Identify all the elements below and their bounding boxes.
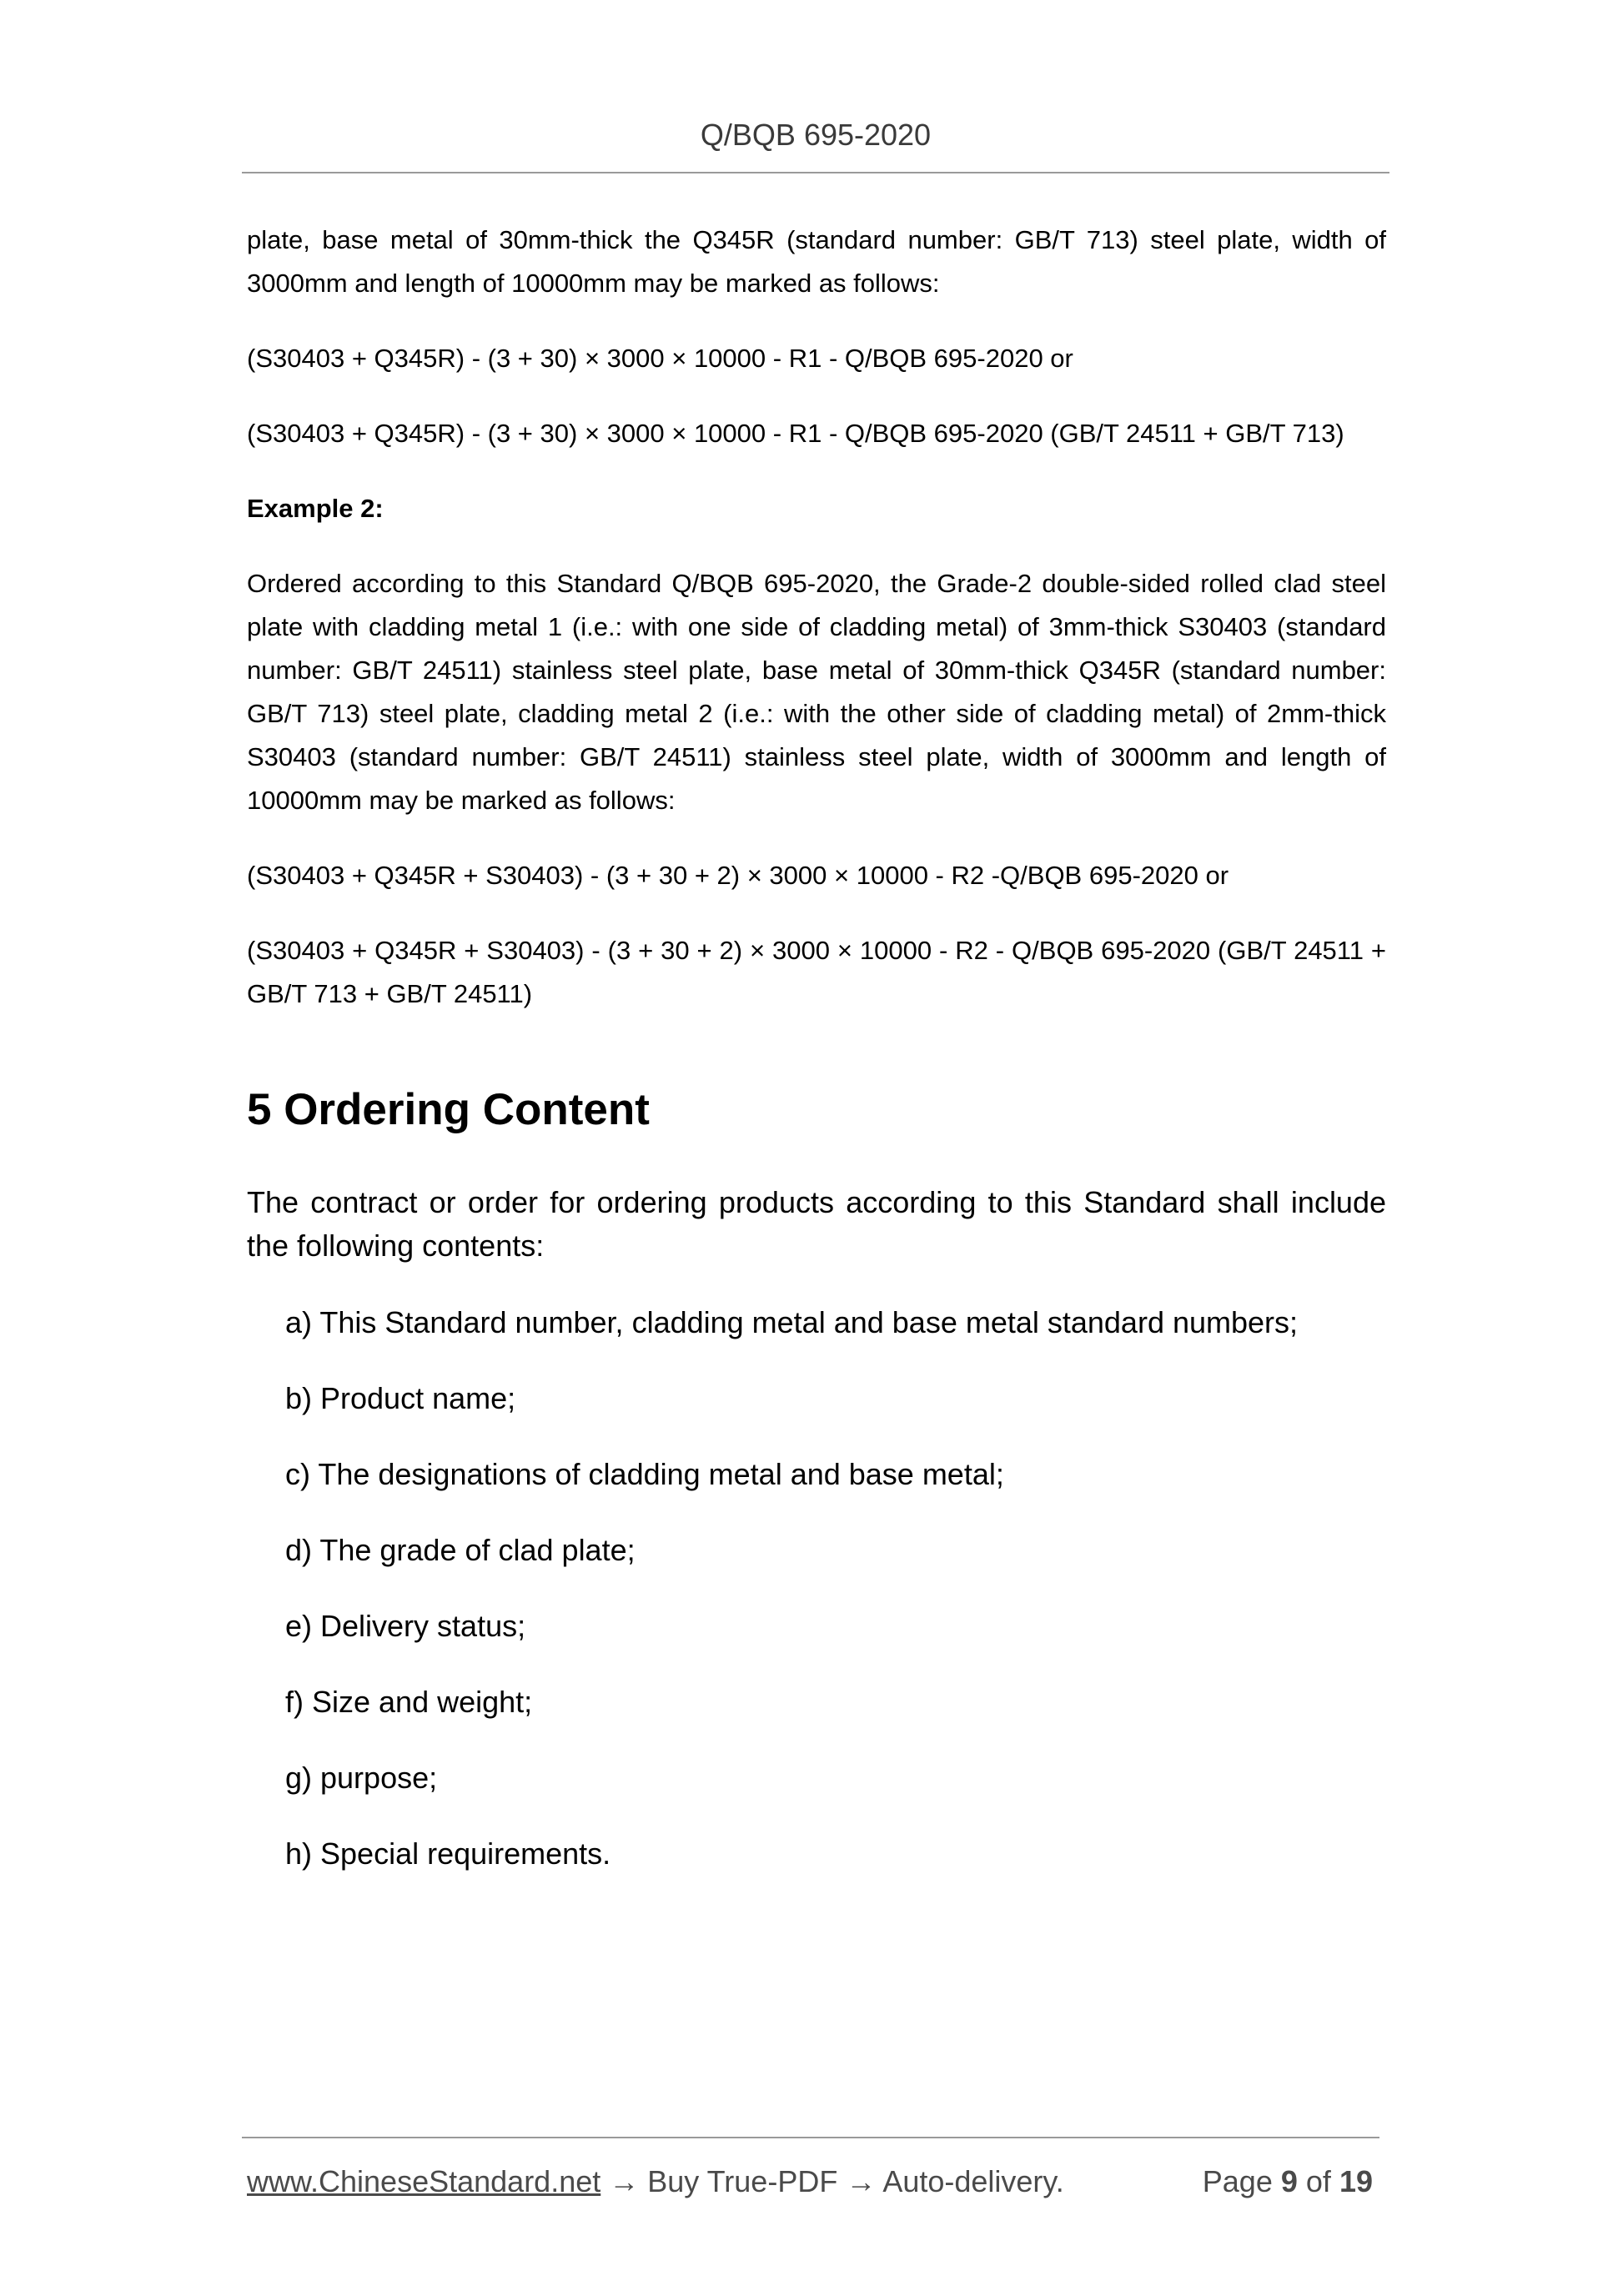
marking-example-1a: (S30403 + Q345R) - (3 + 30) × 3000 × 10000 - R1 - Q/BQB 695-2020 or xyxy=(247,344,1073,373)
footer-promo xyxy=(247,2160,1064,2203)
section-intro: The contract or order for ordering products according to this Standard shall include the following contents: xyxy=(247,1185,1386,1263)
list-item: a) This Standard number, cladding metal and base metal standard numbers; xyxy=(285,1305,1299,1339)
list-item: c) The designations of cladding metal and base metal; xyxy=(285,1457,1004,1491)
page-header: Q/BQB 695-2020 xyxy=(700,118,932,152)
marking-example-1b: (S30403 + Q345R) - (3 + 30) × 3000 × 10000 - R1 - Q/BQB 695-2020 (GB/T 24511 + GB/T 713) xyxy=(247,419,1344,448)
example-2-description: Ordered according to this Standard Q/BQB 695-2020, the Grade-2 double-sided rolled clad steel plate with cladding metal 1 (i.e.: with one side of cladding metal) of 3mm-thick S30403 (standard number: GB/T 24511) stainless steel plate, base metal of 30mm-thick Q345R (standard number: GB/T 713) steel plate, cladding metal 2 (i.e.: with the other side of cladding metal) of 2mm-thick S30403 (standard number: GB/T 24511) stainless steel plate, width of 3000mm and length of 10000mm may be marked as follows: xyxy=(247,569,1386,815)
promo-text: → Buy True-PDF → Auto-delivery. xyxy=(600,2164,1064,2198)
list-item: d) The grade of clad plate; xyxy=(285,1533,636,1567)
document-body xyxy=(247,219,1386,1908)
ordering-content-list xyxy=(247,1301,1386,1876)
footer-divider xyxy=(242,2137,1379,2138)
list-item: e) Delivery status; xyxy=(285,1609,526,1643)
header-divider xyxy=(242,172,1389,173)
page-word: Page xyxy=(1202,2164,1273,2198)
list-item: f) Size and weight; xyxy=(285,1685,533,1719)
marking-example-2b: (S30403 + Q345R + S30403) - (3 + 30 + 2) × 3000 × 10000 - R2 - Q/BQB 695-2020 (GB/T 24511 + GB/T 713 + GB/T 24511) xyxy=(247,936,1386,1008)
section-heading: 5 Ordering Content xyxy=(247,1085,650,1134)
page-indicator xyxy=(1203,2160,1373,2203)
page-total: 19 xyxy=(1339,2164,1373,2198)
list-item: g) purpose; xyxy=(285,1761,438,1795)
page-footer xyxy=(247,2160,1378,2203)
example-2-label: Example 2: xyxy=(247,494,384,523)
marking-example-2a: (S30403 + Q345R + S30403) - (3 + 30 + 2) × 3000 × 10000 - R2 -Q/BQB 695-2020 or xyxy=(247,861,1229,890)
of-word: of xyxy=(1305,2164,1331,2198)
page-number: 9 xyxy=(1280,2164,1298,2198)
list-item: b) Product name; xyxy=(285,1381,516,1415)
list-item: h) Special requirements. xyxy=(285,1836,611,1871)
site-link[interactable]: www.ChineseStandard.net xyxy=(247,2164,601,2198)
body-paragraph: plate, base metal of 30mm-thick the Q345R (standard number: GB/T 713) steel plate, width of 3000mm and length of 10000mm may be marked as follows: xyxy=(247,225,1386,298)
